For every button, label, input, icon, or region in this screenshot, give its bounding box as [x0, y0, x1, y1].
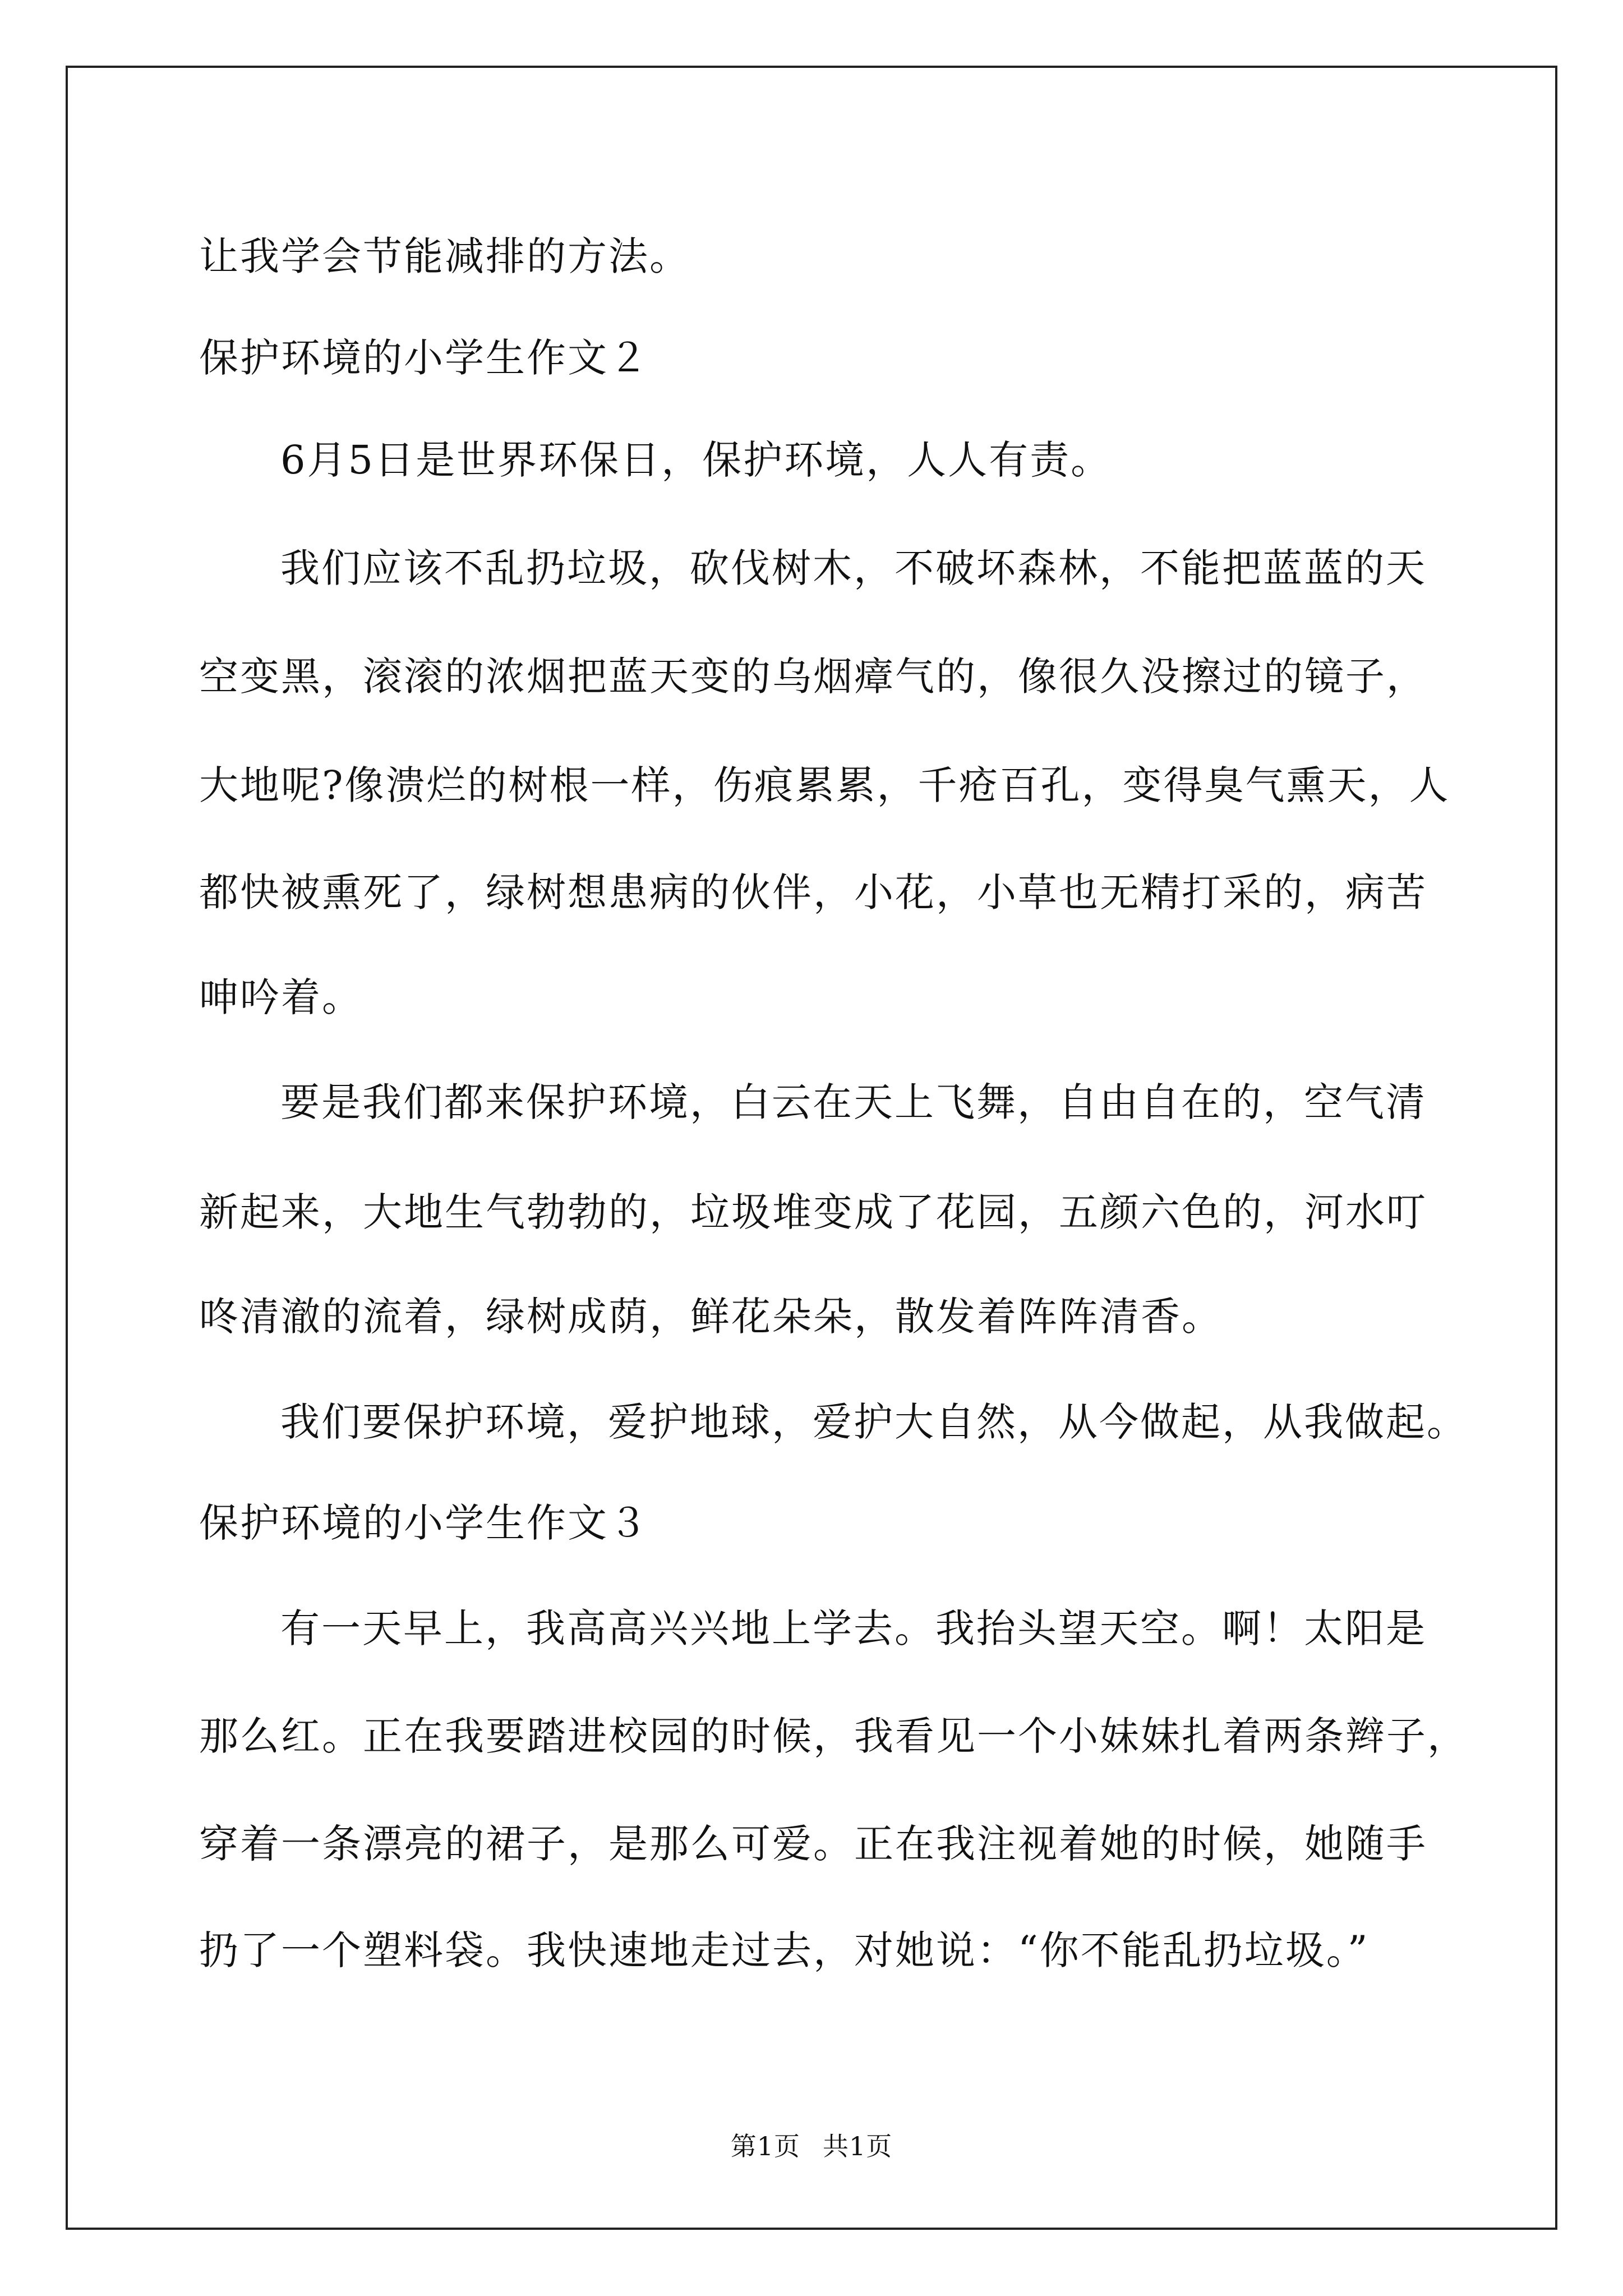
page-number: 第1页: [730, 2131, 800, 2161]
paragraph-line: 咚清澈的流着，绿树成荫，鲜花朵朵，散发着阵阵清香。: [199, 1294, 1223, 1340]
section-heading: 保护环境的小学生作文３: [199, 1500, 649, 1546]
paragraph-line: 大地呢?像溃烂的树根一样，伤痕累累，千疮百孔，变得臭气熏天，人: [199, 762, 1450, 808]
paragraph-line: 空变黑，滚滚的浓烟把蓝天变的乌烟瘴气的，像很久没擦过的镜子，: [199, 654, 1427, 700]
paragraph-line: 都快被熏死了，绿树想患病的伙伴，小花，小草也无精打采的，病苦: [199, 869, 1427, 915]
paragraph-line: 新起来，大地生气勃勃的，垃圾堆变成了花园，五颜六色的，河水叮: [199, 1189, 1427, 1235]
paragraph-line: 有一天早上，我高高兴兴地上学去。我抬头望天空。啊！太阳是: [280, 1605, 1427, 1651]
paragraph-line: 要是我们都来保护环境，白云在天上飞舞，自由自在的，空气清: [280, 1079, 1427, 1125]
section-heading: 保护环境的小学生作文２: [199, 335, 649, 381]
page-border: [66, 66, 1557, 2230]
paragraph-line: 我们要保护环境，爱护地球，爱护大自然，从今做起，从我做起。: [280, 1399, 1468, 1445]
paragraph-line: 那么红。正在我要踏进校园的时候，我看见一个小妹妹扎着两条辫子，: [199, 1713, 1468, 1759]
paragraph-line: 穿着一条漂亮的裙子，是那么可爱。正在我注视着她的时候，她随手: [199, 1821, 1427, 1867]
paragraph-line: 我们应该不乱扔垃圾，砍伐树木，不破坏森林，不能把蓝蓝的天: [280, 545, 1427, 591]
page-footer: [0, 2126, 1623, 2163]
text-line: 让我学会节能减排的方法。: [199, 233, 690, 279]
paragraph-line: 呻吟着。: [199, 974, 363, 1020]
paragraph-line: 6月5日是世界环保日，保护环境，人人有责。: [280, 437, 1112, 483]
page-total: 共1页: [823, 2131, 893, 2161]
paragraph-line: 扔了一个塑料袋。我快速地走过去，对她说：“你不能乱扔垃圾。”: [199, 1927, 1370, 1973]
